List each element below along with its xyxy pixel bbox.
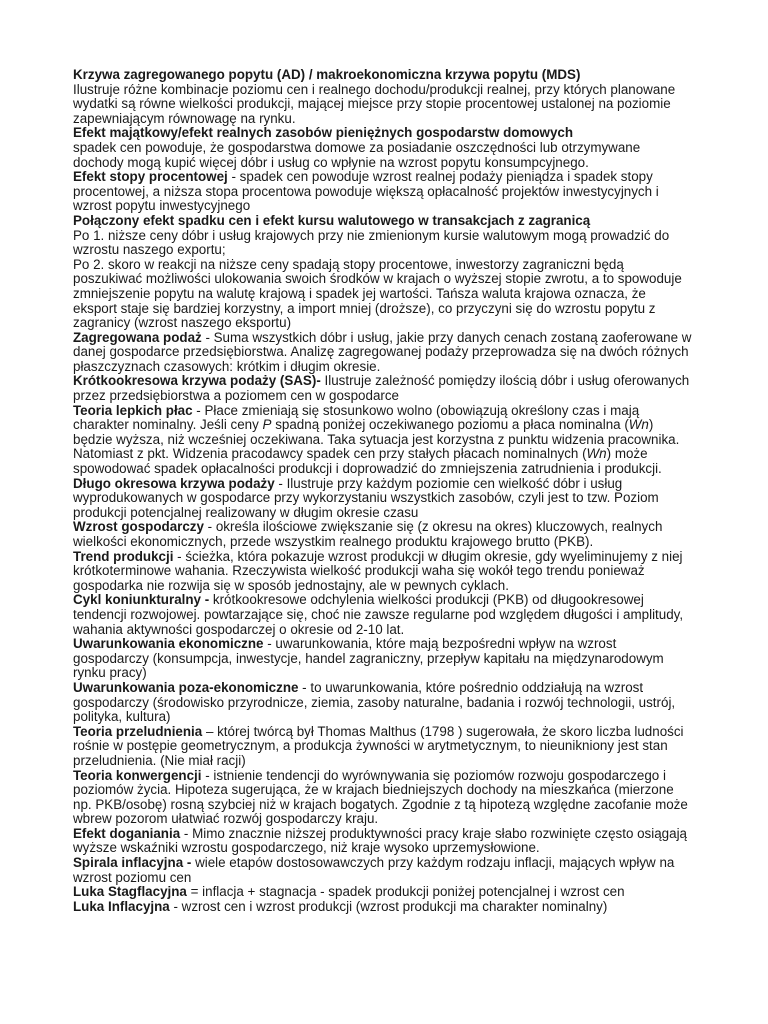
definition-entry <box>73 68 693 126</box>
definition-text: to uwarunkowania, które pośrednio oddziałują na wzrost gospodarczy (środowisko przyrodnicze, ziemia, zasoby naturalne, badania i rozwój technologii, ustrój, polityka, kultura) <box>73 679 676 725</box>
term-separator: = <box>186 884 203 900</box>
term-separator: - <box>192 402 205 418</box>
definition-text: inflacja + stagnacja - spadek produkcji poniżej potencjalnej i wzrost cen <box>202 884 625 900</box>
italic-symbol: Wn <box>586 446 607 462</box>
definition-text: ścieżka, która pokazuje wzrost produkcji w długim okresie, gdy wyeliminujemy z niej krótkoterminowe wahania. Rzeczywista wielkość produkcji waha się wokół tego trendu ponieważ gospodarka nie rozwija się w sposób jednostajny, ale w pewnych cyklach. <box>73 548 683 593</box>
term-heading: Efekt stopy procentowej <box>73 169 228 185</box>
definition-entry <box>73 885 693 900</box>
term-heading: Cykl koniunkturalny - <box>73 592 210 608</box>
definition-text: Ilustruje różne kombinacje poziomu cen i realnego dochodu/produkcji realnej, przy których planowane wydatki są równe wielkości produkcji, mającej miejsce przy stopie procentowej ustalonej na poziomie zapewniającym równowagę na rynku. <box>73 81 676 126</box>
term-separator: – <box>202 723 218 739</box>
definition-entry <box>73 856 693 885</box>
term-heading: Spirala inflacyjna - <box>73 855 192 871</box>
definition-entry <box>73 374 693 403</box>
definition-entry <box>73 214 693 331</box>
definition-text: uwarunkowania, które mają bezpośredni wpływ na wzrost gospodarczy (konsumpcja, inwestycje, handel zagraniczny, przepływ kapitału na międzynarodowym rynku pracy) <box>73 636 664 681</box>
definition-entry <box>73 725 693 769</box>
definition-text: spadek cen powoduje wzrost realnej podaży pieniądza i spadek stopy procentowej, a niższa stopa procentowa powoduje większą opłacalność projektów inwestycyjnych i wzrost popytu inwestycyjnego <box>73 169 659 214</box>
definition-text: Suma wszystkich dóbr i usług, jakie przy danych cenach zostaną zaoferowane w danej gospodarce przedsiębiorstwa. Analizę zagregowanej podaży przeprowadza się na dwóch różnych płaszczyznach czasowych: krótkim i długim okresie. <box>73 329 692 374</box>
term-heading: Efekt majątkowy/efekt realnych zasobów pieniężnych gospodarstw domowych <box>73 125 574 141</box>
definition-entry <box>73 593 693 637</box>
term-heading: Połączony efekt spadku cen i efekt kursu walutowego w transakcjach z zagranicą <box>73 212 591 228</box>
definition-entry <box>73 520 693 549</box>
definition-entry <box>73 637 693 681</box>
definition-text: Po 2. skoro w reakcji na niższe ceny spadają stopy procentowe, inwestorzy zagraniczni będą poszukiwać możliwości ulokowania swoich środków w krajach o wyższej stopie zwrotu, a to spowoduje zmniejszenie popytu na walutę krajową i spadek jej wartości. Tańsza waluta krajowa oznacza, że eksport staje się bardziej korzystny, a import mniej (droższe), co przyczyni się do wzrostu popytu z zagranicy (wzrost naszego eksportu) <box>73 256 682 331</box>
definition-text: spadną poniżej oczekiwanego poziomu a płaca nominalna ( <box>271 417 629 433</box>
term-separator: - <box>227 169 240 185</box>
term-heading: Krótkookresowa krzywa podaży (SAS)- <box>73 373 321 389</box>
definition-entry <box>73 170 693 214</box>
definition-text: której twórcą był Thomas Malthus (1798 ) sugerowała, że skoro liczba ludności rośnie w postępie geometrycznym, a produkcja żywności w arytmetycznym, to nieunikniony jest stan przeludnienia. (Nie miał racji) <box>73 723 684 768</box>
term-heading: Wzrost gospodarczy <box>73 519 204 535</box>
term-heading: Teoria przeludnienia <box>73 723 203 739</box>
definition-text: wzrost cen i wzrost produkcji (wzrost produkcji ma charakter nominalny) <box>181 898 608 914</box>
term-separator: - <box>169 898 182 914</box>
term-separator: - <box>263 636 276 652</box>
term-heading: Teoria lepkich płac <box>73 402 193 418</box>
definition-entry <box>73 550 693 594</box>
italic-symbol: Wn <box>628 417 649 433</box>
term-separator: - <box>180 825 193 841</box>
definition-text: Ilustruje zależność pomiędzy ilością dóbr i usług oferowanych przez przedsiębiorstwa a poziomem cen w gospodarce <box>73 373 690 404</box>
definition-entry <box>73 769 693 827</box>
definition-text: określa ilościowe zwiększanie się (z okresu na okres) kluczowych, realnych wielkości ekonomicznych, przede wszystkim realnego produktu krajowego brutto (PKB). <box>73 519 663 549</box>
term-heading: Luka Stagflacyjna <box>73 884 187 900</box>
definition-text: Mimo znacznie niższej produktywności pracy kraje słabo rozwinięte często osiągają wyższe wskaźniki wzrostu gospodarczego, niż kraje wysoko uprzemysłowione. <box>73 825 687 856</box>
definition-entry <box>73 477 693 521</box>
definition-text: istnienie tendencji do wyrównywania się poziomów rozwoju gospodarczego i poziomów życia. Hipoteza sugerująca, że w krajach biedniejszych dochody na mieszkańca (mierzone np. PKB/osobę) rosną szybciej niż w krajach bogatych. Zgodnie z tą hipotezą względne zacofanie może wbrew pozorom ułatwiać rozwój gospodarczy kraju. <box>73 767 688 827</box>
definition-entry <box>73 681 693 725</box>
definition-entry <box>73 126 693 170</box>
term-heading: Uwarunkowania ekonomiczne <box>73 636 264 652</box>
italic-symbol: P <box>262 417 272 433</box>
term-separator: - <box>173 548 186 564</box>
term-heading: Efekt doganiania <box>73 825 181 841</box>
term-heading: Trend produkcji <box>73 548 174 564</box>
definition-entry <box>73 900 693 915</box>
definition-entry <box>73 827 693 856</box>
definition-entry <box>73 404 693 477</box>
term-heading: Zagregowana podaż <box>73 329 202 345</box>
definition-text: ) będzie wyższa, niż wcześniej oczekiwana. Taka sytuacja jest korzystna z punktu widzenia pracownika. Natomiast z pkt. Widzenia pracodawcy spadek cen przy stałych płacach nominalnych ( <box>73 417 680 462</box>
term-heading: Luka Inflacyjna <box>73 898 170 914</box>
term-heading: Krzywa zagregowanego popytu (AD) / makroekonomiczna krzywa popytu (MDS) <box>73 67 581 82</box>
term-heading: Uwarunkowania poza-ekonomiczne <box>73 679 299 695</box>
definition-text: Płace zmieniają się stosunkowo wolno (obowiązują określony czas i mają charakter nominalny. Jeśli ceny <box>73 402 640 433</box>
term-separator: - <box>203 519 216 535</box>
definition-text: wiele etapów dostosowawczych przy każdym rodzaju inflacji, mających wpływ na wzrost poziomu cen <box>73 855 675 885</box>
term-separator: - <box>274 475 287 491</box>
term-heading: Teoria konwergencji <box>73 767 202 783</box>
definition-text: Po 1. niższe ceny dóbr i usług krajowych przy nie zmienionym kursie walutowym mogą prowadzić do wzrostu naszego exportu; <box>73 227 670 258</box>
definition-text: krótkookresowe odchylenia wielkości produkcji (PKB) od długookresowej tendencji rozwojowej. powtarzające się, choć nie zawsze regularne pod względem długości i amplitudy, wahania aktywności gospodarczej o okresie od 2-10 lat. <box>73 592 684 637</box>
definition-text: spadek cen powoduje, że gospodarstwa domowe za posiadanie oszczędności lub otrzymywane dochody mogą kupić więcej dóbr i usług co wpłynie na wzrost popytu konsumpcyjnego. <box>73 139 641 170</box>
definition-text: Ilustruje przy każdym poziomie cen wielkość dóbr i usług wyprodukowanych w gospodarce przy wykorzystaniu wszystkich zasobów, czyli jest to tzw. Poziom produkcji potencjalnej realizowany w długim okresie czasu <box>73 475 659 520</box>
term-separator: - <box>298 679 311 695</box>
document-body <box>73 68 693 914</box>
term-separator: - <box>201 767 214 783</box>
term-heading: Długo okresowa krzywa podaży <box>73 475 275 491</box>
term-separator: - <box>201 329 214 345</box>
definition-text: ) może spowodować spadek opłacalności produkcji i doprowadzić do zmniejszenia zatrudnienia i produkcji. <box>73 446 662 477</box>
definition-entry <box>73 331 693 375</box>
